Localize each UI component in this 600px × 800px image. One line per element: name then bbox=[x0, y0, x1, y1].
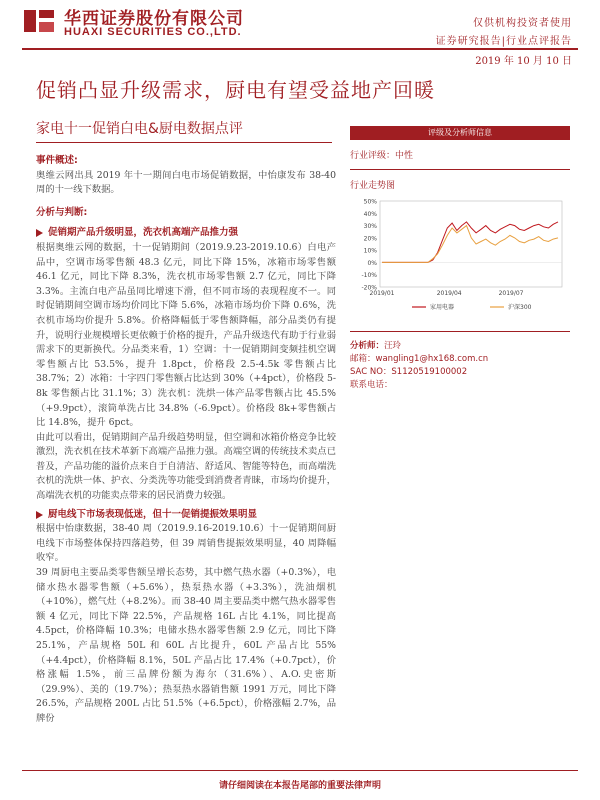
paragraph-4: 39 周厨电主要品类零售额呈增长态势，其中燃气热水器（+0.3%），电储水热水器零售额（+5.6%），热泵热水器（+3.3%），洗油烟机（+10%），燃气灶（+8.2%）。而 38-40 周主要品类中燃气热水器零售额 4 亿元，同比下降 22.5%，产品规格 16L 占比 4.1%，同比提高 4.5pct，价格降幅 10.3%；电储水热水器零售额 2.9 亿元，同比下降 25.1%，产品规格 50L 和 60L 占比提升，60L 产品占比 55%（+4.4pct），价格降幅 8.1%，50L 产品占比 17.4%（+0.7pct），价格涨幅 1.5%，前三品牌份额为海尔（31.6%）、A.O.史密斯（29.9%）、美的（19.7%）；热泵热水器销售额 1991 万元，同比下降 26.5%，产品规格 200L 占比 51.5%（+6.5pct），价格涨幅 2.7%，品牌份 bbox=[36, 567, 336, 724]
trend-title: 行业走势图 bbox=[350, 181, 396, 191]
analysis-label: 分析与判断: bbox=[36, 206, 88, 218]
huaxi-logo-icon bbox=[22, 6, 56, 36]
x-tick-label: 2019/01 bbox=[369, 290, 395, 297]
legend-label-2: 沪深300 bbox=[508, 304, 532, 311]
report-title: 促销凸显升级需求，厨电有望受益地产回暖 bbox=[36, 78, 435, 102]
paragraph-1: 根据奥维云网的数据，十一促销期间（2019.9.23-2019.10.6）白电产品中，空调市场零售额 48.3 亿元，同比下降 15%，冰箱市场零售额 46.1 亿元，同比下降 8.3%，洗衣机市场零售额 2.7 亿元，同比下降 3.3%。主流白电产品虽同比增速下滑，但不同市场的表现程度不一。同时促销期间空调市场均价同比下降 5.6%，冰箱市场均价下降 0.6%，洗衣机市场均价提升 5.8%。价格降幅低于零售额降幅，部分品类仍有提升，说明行业规模增长更依赖于价格的提升，产品升级迭代有助于行业弱需求下的更新换代。分品类来看，1）空调：十一促销期间变频挂机空调零售额占比 53.5%，提升 1.8pct，价格段 2.5-4.5k 零售额占比 38.7%；2）冰箱：十字四门零售额占比达到 30%（+4pct），价格段 5-8k 零售额占比 31.1%；3）洗衣机：洗烘一体产品零售额占比 45.5%（+9.9pct），滚筒单洗占比 34.8%（-6.9pct）。价格段 8k+零售额占比 14.8%，提升 6pct。 bbox=[36, 241, 336, 429]
report-subtitle: 家电十一促销白电&厨电数据点评 bbox=[36, 121, 243, 137]
paragraph-3: 根据中怡康数据，38-40 周（2019.9.16-2019.10.6）十一促销期间厨电线下市场整体保持四落趋势，但 39 周销售提振效果明显，40 周降幅收窄。 bbox=[36, 523, 336, 564]
chart-divider bbox=[350, 331, 570, 332]
event-text: 奥维云网出具 2019 年十一期间白电市场促销数据，中怡康发布 38-40 周的十一线下数据。 bbox=[36, 169, 336, 196]
sidebar-header: 评级及分析师信息 bbox=[350, 126, 570, 140]
y-tick-label: 10% bbox=[363, 247, 377, 255]
rating-value: 中性 bbox=[395, 151, 414, 161]
series-line-1 bbox=[382, 222, 558, 263]
industry-trend-chart bbox=[350, 195, 570, 319]
legal-notice: 请仔细阅读在本报告尾部的重要法律声明 bbox=[218, 781, 381, 791]
audience-tag: 仅供机构投资者使用 bbox=[473, 18, 572, 29]
event-label: 事件概述: bbox=[36, 155, 78, 166]
analyst-email[interactable]: wangling1@hx168.com.cn bbox=[375, 354, 489, 364]
email-label: 邮箱： bbox=[350, 354, 376, 364]
bullet-heading-1: 促销期产品升级明显，洗衣机高端产品推力强 bbox=[36, 226, 336, 241]
series-line-2 bbox=[382, 226, 558, 263]
industry-rating bbox=[350, 148, 570, 161]
page-header bbox=[0, 0, 600, 67]
analyst-info bbox=[350, 340, 570, 392]
y-tick-label: -10% bbox=[361, 272, 377, 280]
y-tick-label: -20% bbox=[361, 284, 377, 292]
legend-label-1: 家用电器 bbox=[430, 304, 455, 311]
sac-label: SAC NO： bbox=[350, 367, 392, 377]
y-tick-label: 40% bbox=[363, 210, 377, 218]
plot-frame bbox=[380, 201, 562, 287]
y-tick-label: 50% bbox=[363, 198, 377, 206]
sac-number: S1120519100002 bbox=[391, 367, 468, 377]
main-text-column bbox=[36, 150, 336, 727]
analyst-label: 分析师： bbox=[350, 341, 385, 351]
x-tick-label: 2019/07 bbox=[498, 290, 524, 297]
bullet-heading-2: 厨电线下市场表现低迷，但十一促销提振效果明显 bbox=[36, 508, 336, 523]
footer-divider bbox=[22, 770, 578, 771]
paragraph-2: 由此可以看出，促销期间产品升级趋势明显，但空调和冰箱价格竞争比较激烈，洗衣机在技术革新下高端产品推力强。高端空调的传统技术卖点已普及，产品功能的溢价点来自于自清洁、舒适风、智能等特色，而高端洗衣机的洗烘一体、护衣、分类洗等功能受到消费者青睐，市场均价提升，高端洗衣机的功能卖点带来的居民消费力较强。 bbox=[36, 431, 336, 502]
header-divider bbox=[22, 48, 578, 50]
sidebar bbox=[350, 126, 570, 392]
company-name-cn: 华西证券股份有限公司 bbox=[64, 9, 244, 29]
subtitle-divider bbox=[36, 142, 332, 143]
phone-label: 联系电话： bbox=[350, 380, 393, 390]
rating-divider bbox=[350, 169, 570, 170]
y-tick-label: 20% bbox=[363, 235, 377, 243]
company-name-en: HUAXI SECURITIES CO.,LTD. bbox=[64, 26, 242, 38]
y-tick-label: 0% bbox=[367, 259, 377, 267]
x-tick-label: 2019/04 bbox=[436, 290, 462, 297]
analyst-name: 汪玲 bbox=[384, 341, 402, 351]
rating-label: 行业评级： bbox=[350, 151, 396, 161]
y-tick-label: 30% bbox=[363, 223, 377, 231]
report-type-tag: 证券研究报告|行业点评报告 bbox=[435, 36, 572, 47]
report-date: 2019 年 10 月 10 日 bbox=[475, 56, 572, 67]
